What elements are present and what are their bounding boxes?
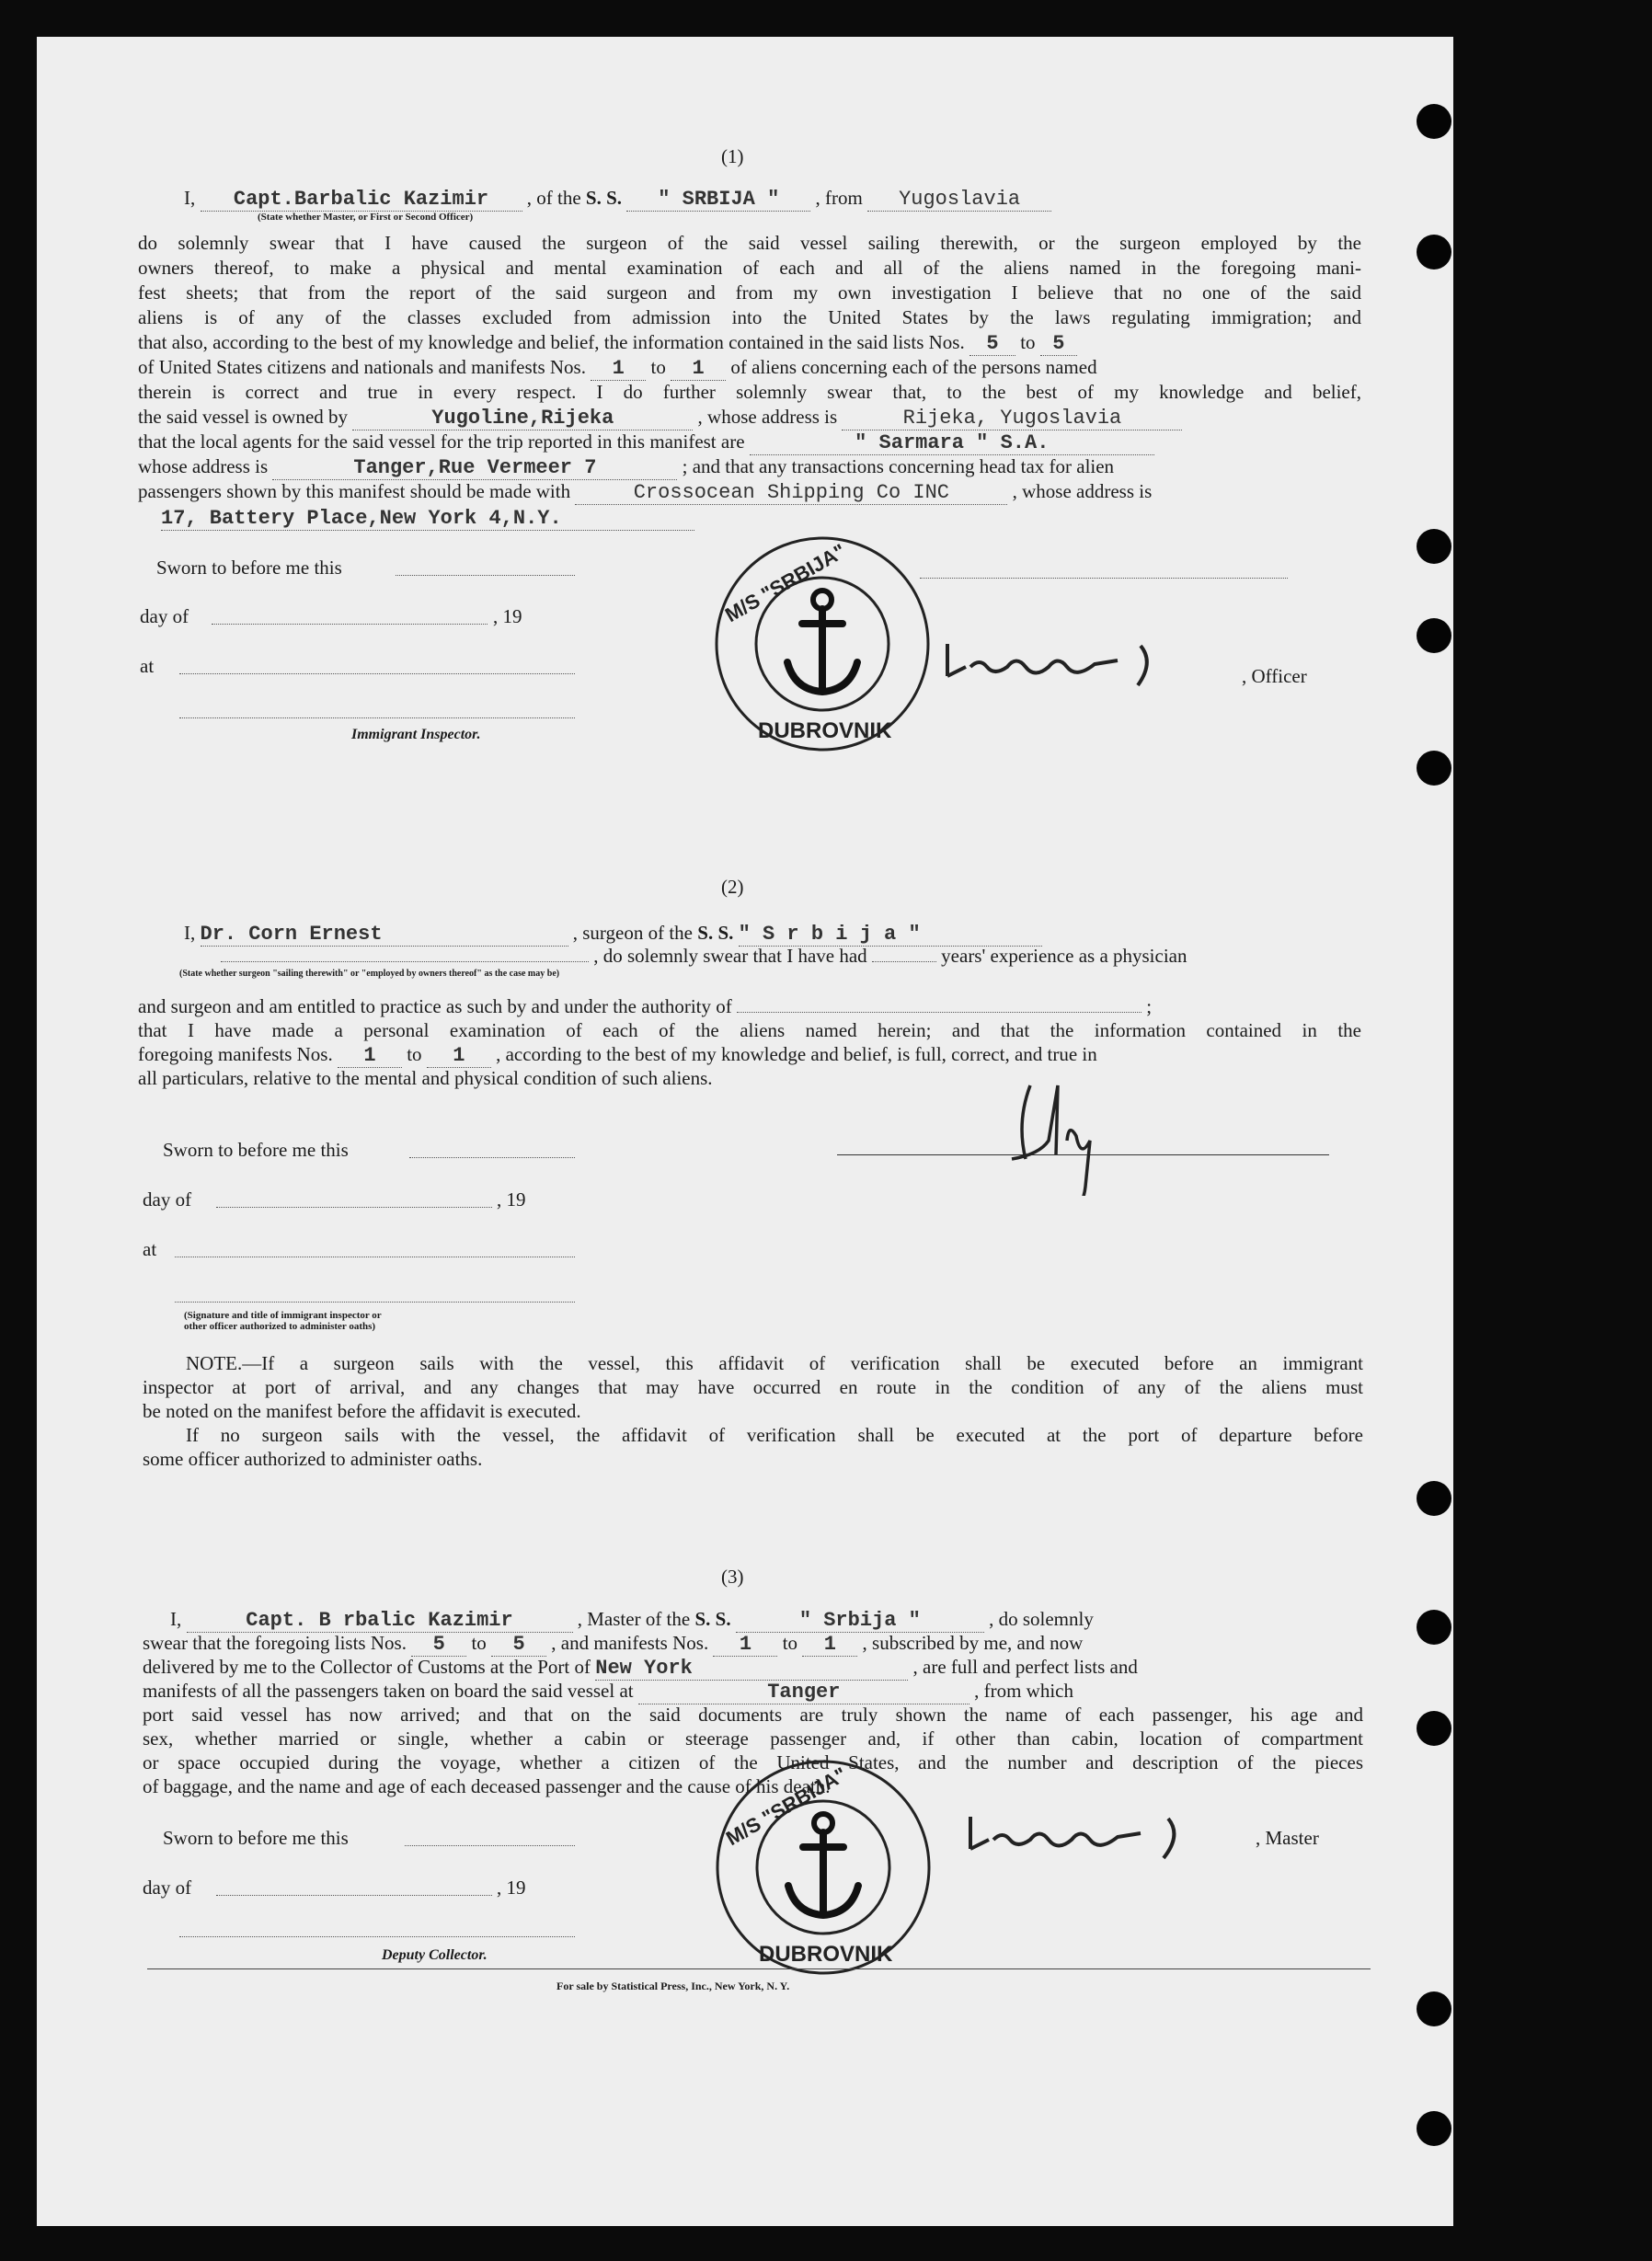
punch-hole	[1417, 1481, 1451, 1516]
punch-hole	[1417, 751, 1451, 786]
text: , whose address is	[697, 406, 838, 428]
day-of-label: day of	[140, 605, 189, 627]
surgeon-line	[184, 922, 1042, 947]
day-of-label: day of	[143, 1188, 192, 1211]
note-line: some officer authorized to administer oaths.	[143, 1448, 483, 1470]
s2-paragraph-line: that I have made a personal examination of each of the aliens named herein; and that the information contained in the	[138, 1019, 1361, 1041]
lists-line	[138, 331, 1077, 356]
inspector-label: Immigrant Inspector.	[351, 727, 481, 742]
officer-name: Capt.Barbalic Kazimir	[201, 188, 522, 212]
section-1-number: (1)	[721, 145, 744, 167]
sworn-label: Sworn to before me this	[156, 557, 342, 579]
agents-line	[138, 430, 1154, 455]
experience-line	[221, 945, 1187, 968]
text: , do solemnly	[989, 1608, 1094, 1630]
text: of United States citizens and nationals and manifests Nos.	[138, 356, 586, 378]
note-line: inspector at port of arrival, and any changes that may have occurred en route in the condition of any of the aliens must	[143, 1376, 1363, 1398]
s3-paragraph-line: sex, whether married or single, whether a cabin or steerage passenger and, if other than cabin, location of compartment	[143, 1727, 1363, 1750]
taxagent-address-line	[161, 506, 694, 531]
note-line: If no surgeon sails with the vessel, the affidavit of verification shall be executed at the port of departure before	[186, 1424, 1363, 1446]
sworn-label: Sworn to before me this	[163, 1827, 349, 1849]
text: ;	[1146, 995, 1153, 1017]
section-2-number: (2)	[721, 876, 744, 898]
i-label: I,	[184, 187, 196, 209]
agent-address: Tanger,Rue Vermeer 7	[272, 456, 677, 480]
note-line: be noted on the manifest before the affidavit is executed.	[143, 1400, 581, 1422]
i-label: I,	[184, 922, 196, 944]
collector-label: Deputy Collector.	[382, 1947, 488, 1963]
at-label: at	[143, 1238, 157, 1260]
year-label: , 19	[497, 1877, 526, 1899]
text: and surgeon and am entitled to practice as such by and under the authority of	[138, 995, 732, 1017]
section-3-number: (3)	[721, 1566, 744, 1588]
day-line	[212, 624, 488, 625]
master-signature	[966, 1808, 1187, 1863]
text: that the local agents for the said vessel for the trip reported in this manifest are	[138, 430, 745, 453]
text: to	[471, 1632, 487, 1654]
ss-label: S. S.	[697, 922, 734, 944]
s3-paragraph-line: port said vessel has now arrived; and that on the said documents are truly shown the name of each passenger, his age and	[143, 1704, 1363, 1726]
s2-paragraph-line: all particulars, relative to the mental and physical condition of such aliens.	[138, 1067, 713, 1089]
day-line	[216, 1207, 492, 1208]
stamp-bottom-text: DUBROVNIK	[758, 718, 892, 743]
text: , do solemnly swear that I have had	[593, 945, 867, 967]
owner-line	[138, 406, 1182, 430]
lists-to: 5	[1040, 332, 1077, 356]
text: passengers shown by this manifest should be made with	[138, 480, 571, 502]
vessel-name: " SRBIJA "	[626, 188, 810, 212]
text: to	[782, 1632, 798, 1654]
manifest-page	[37, 37, 1453, 2226]
punch-hole	[1417, 529, 1451, 564]
footer-rule	[147, 1968, 1371, 1969]
punch-hole	[1417, 235, 1451, 270]
text: , according to the best of my knowledge and belief, is full, correct, and true in	[496, 1043, 1097, 1065]
vessel-name: " S r b i j a "	[739, 923, 1042, 947]
port-of-departure: Tanger	[638, 1681, 969, 1704]
taxagent-address: 17, Battery Place,New York 4,N.Y.	[161, 507, 694, 531]
sig-hint: other officer authorized to administer oaths)	[184, 1321, 376, 1332]
officer-sig-label: , Officer	[1242, 665, 1307, 687]
day-of-label: day of	[143, 1877, 192, 1899]
text: ; and that any transactions concerning head tax for alien	[682, 455, 1115, 477]
s3-paragraph-line: or space occupied during the voyage, whether a citizen of the United States, and the number and description of the pieces	[143, 1751, 1363, 1773]
manifests-from: 1	[338, 1044, 402, 1068]
i-label: I,	[170, 1608, 182, 1630]
s2-manifests-line	[138, 1043, 1097, 1068]
anchor-icon	[787, 591, 857, 692]
year-label: , 19	[497, 1188, 526, 1211]
owner-name: Yugoline,Rijeka	[352, 407, 693, 430]
text: to	[407, 1043, 422, 1065]
punch-hole	[1417, 1991, 1451, 2026]
stamp-top-text: M/S "SRBIJA"	[722, 1762, 851, 1851]
text: that also, according to the best of my knowledge and belief, the information contained in the said lists Nos.	[138, 331, 965, 353]
punch-hole	[1417, 1610, 1451, 1645]
owner-address: Rijeka, Yugoslavia	[842, 407, 1182, 430]
blank	[221, 961, 589, 962]
stamp-bottom-text: DUBROVNIK	[759, 1942, 893, 1967]
s1-paragraph-line: owners thereof, to make a physical and mental examination of each and all of the aliens named in the foregoing mani-	[138, 257, 1361, 279]
punch-hole	[1417, 1711, 1451, 1746]
footer-text: For sale by Statistical Press, Inc., New York, N. Y.	[556, 1980, 790, 1992]
text: , are full and perfect lists and	[912, 1656, 1138, 1678]
note-line: NOTE.—If a surgeon sails with the vessel, this affidavit of verification shall be executed before an immigrant	[186, 1352, 1363, 1374]
text: , from which	[974, 1680, 1073, 1702]
text: swear that the foregoing lists Nos.	[143, 1632, 407, 1654]
manifests-from: 1	[591, 357, 646, 381]
manifests-line	[138, 356, 1097, 381]
taxagent-name: Crossocean Shipping Co INC	[575, 481, 1007, 505]
text: of aliens concerning each of the persons named	[730, 356, 1097, 378]
agents-name: " Sarmara " S.A.	[750, 431, 1154, 455]
s1-paragraph-line: fest sheets; that from the report of the said surgeon and from my own investigation I believe that no one of the said	[138, 281, 1361, 304]
agent-address-line	[138, 455, 1114, 480]
taxagent-line	[138, 480, 1152, 505]
lists-from: 5	[411, 1633, 466, 1657]
officer-hint: (State whether Master, or First or Second Officer)	[258, 212, 474, 223]
text: foregoing manifests Nos.	[138, 1043, 333, 1065]
text: the said vessel is owned by	[138, 406, 349, 428]
inspector-line	[179, 717, 575, 718]
sworn-line	[396, 575, 575, 576]
manifests-from: 1	[713, 1633, 777, 1657]
day-line	[216, 1895, 492, 1896]
surgeon-signature	[1003, 1067, 1113, 1196]
s3-boarded-line	[143, 1680, 1073, 1704]
manifests-to: 1	[427, 1044, 491, 1068]
ship-stamp	[713, 1757, 934, 1978]
text: , subscribed by me, and now	[862, 1632, 1084, 1654]
s3-port-line	[143, 1656, 1138, 1681]
s1-paragraph-line: aliens is of any of the classes excluded from admission into the United States by the laws regulating immigration; and	[138, 306, 1361, 328]
punch-hole	[1417, 618, 1451, 653]
text: delivered by me to the Collector of Customs at the Port of	[143, 1656, 591, 1678]
collector-line	[179, 1936, 575, 1937]
text: manifests of all the passengers taken on board the said vessel at	[143, 1680, 634, 1702]
sworn-line	[409, 1157, 575, 1158]
s3-lists-line	[143, 1632, 1083, 1657]
surgeon-hint: (State whether surgeon "sailing therewith" or "employed by owners thereof" as the case may be)	[179, 969, 560, 979]
port-of-arrival: New York	[595, 1657, 908, 1681]
punch-hole	[1417, 104, 1451, 139]
text: , surgeon of the	[572, 922, 694, 944]
years-blank	[872, 961, 936, 962]
punch-hole	[1417, 2111, 1451, 2146]
inspector-line	[175, 1302, 575, 1303]
officer-sig-line	[920, 578, 1288, 579]
officer-signature	[943, 635, 1164, 690]
text: , whose address is	[1012, 480, 1153, 502]
master-sig-label: , Master	[1256, 1827, 1319, 1849]
ss-label: S. S.	[694, 1608, 731, 1630]
vessel-name: " Srbija "	[736, 1609, 984, 1633]
authority-blank	[737, 1012, 1141, 1013]
s1-paragraph-line: therein is correct and true in every respect. I do further solemnly swear that, to the best of my knowledge and belief,	[138, 381, 1361, 403]
master-line	[170, 1608, 1094, 1633]
at-label: at	[140, 655, 155, 677]
ss-label: S. S.	[585, 187, 623, 209]
text: whose address is	[138, 455, 269, 477]
sworn-label: Sworn to before me this	[163, 1139, 349, 1161]
at-line	[179, 673, 575, 674]
text: , Master of the	[577, 1608, 691, 1630]
s3-paragraph-line: of baggage, and the name and age of each deceased passenger and the cause of his death.	[143, 1775, 831, 1797]
surgeon-name: Dr. Corn Ernest	[201, 923, 568, 947]
anchor-icon	[788, 1814, 858, 1915]
lists-to: 5	[491, 1633, 546, 1657]
authority-line	[138, 995, 1152, 1018]
text: years' experience as a physician	[941, 945, 1187, 967]
stamp-top-text: M/S "SRBIJA"	[721, 539, 850, 627]
year-label: , 19	[493, 605, 522, 627]
lists-from: 5	[969, 332, 1015, 356]
s1-paragraph-line: do solemnly swear that I have caused the surgeon of the said vessel sailing therewith, or the surgeon employed by the	[138, 232, 1361, 254]
manifests-to: 1	[802, 1633, 857, 1657]
text: to	[650, 356, 666, 378]
text: , and manifests Nos.	[551, 1632, 709, 1654]
ship-stamp	[712, 534, 933, 754]
of-the-label: , of the	[526, 187, 581, 209]
from-label: , from	[815, 187, 863, 209]
from-country: Yugoslavia	[867, 188, 1051, 212]
officer-line	[184, 187, 1051, 212]
sworn-line	[405, 1845, 575, 1846]
master-name: Capt. B rbalic Kazimir	[187, 1609, 573, 1633]
text: to	[1020, 331, 1036, 353]
manifests-to: 1	[671, 357, 726, 381]
sig-hint: (Signature and title of immigrant inspector or	[184, 1310, 382, 1321]
